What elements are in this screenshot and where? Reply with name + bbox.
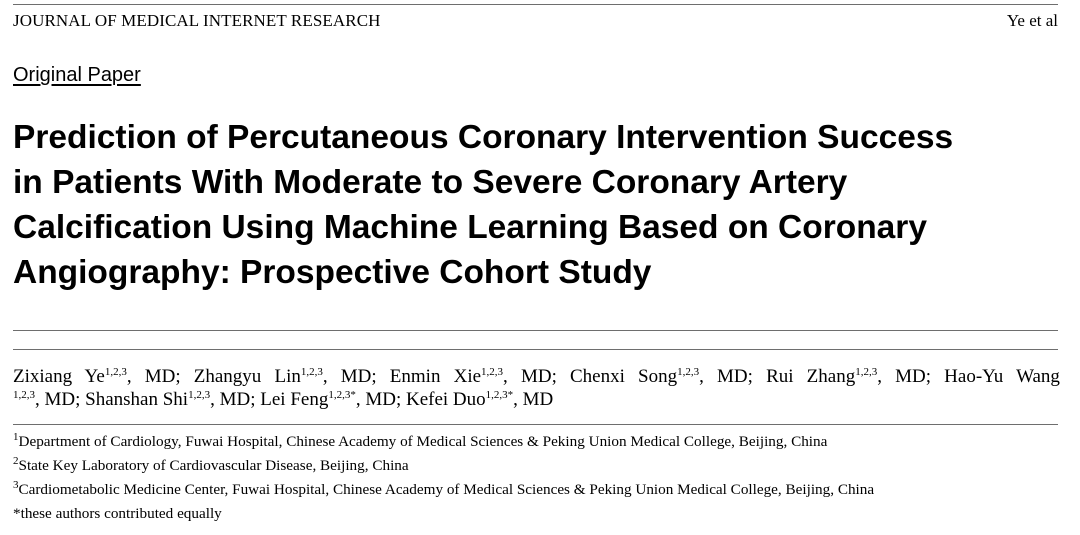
author-affil-sup: 1,2,3 bbox=[481, 366, 504, 378]
author-name: Kefei Duo bbox=[405, 389, 486, 410]
author-affil-sup: 1,2,3 bbox=[188, 389, 211, 401]
equal-contribution-note: *these authors contributed equally bbox=[13, 505, 222, 522]
author bbox=[13, 366, 194, 387]
journal-name: JOURNAL OF MEDICAL INTERNET RESEARCH bbox=[13, 11, 381, 30]
author-degree: , MD bbox=[513, 389, 554, 410]
title-line: Calcification Using Machine Learning Based on Coronary bbox=[13, 209, 927, 246]
author-name: Hao-Yu Wang bbox=[944, 366, 1060, 387]
title-divider-bottom bbox=[13, 349, 1058, 350]
author-affil-sup: 1,2,3* bbox=[328, 389, 356, 401]
author bbox=[194, 366, 390, 387]
author bbox=[944, 366, 1060, 387]
affiliation-text: State Key Laboratory of Cardiovascular Disease, Beijing, China bbox=[18, 457, 409, 474]
author-line bbox=[13, 365, 1060, 388]
author-degree: , MD; bbox=[126, 366, 194, 387]
authors-divider bbox=[13, 424, 1058, 425]
affiliation-sup: 1 bbox=[13, 431, 19, 443]
author-degree: , MD; bbox=[35, 389, 86, 410]
author-affil-sup: 1,2,3* bbox=[485, 389, 514, 401]
affiliation bbox=[13, 478, 1060, 502]
author-affil-sup: 1,2,3 bbox=[104, 366, 127, 378]
author-affil-sup: 1,2,3 bbox=[13, 389, 35, 401]
author-degree: , MD; bbox=[355, 389, 406, 410]
paper-title bbox=[13, 115, 1063, 295]
author-name: Rui Zhang bbox=[766, 366, 856, 387]
author-degree: , MD; bbox=[877, 366, 945, 387]
author-degree: , MD; bbox=[503, 366, 570, 387]
affiliation bbox=[13, 454, 1060, 478]
author-degree: , MD; bbox=[210, 389, 261, 410]
affiliation-text: Cardiometabolic Medicine Center, Fuwai Hospital, Chinese Academy of Medical Sciences & Peking Union Medical College, Beijing, China bbox=[18, 481, 875, 498]
author-name: Shanshan Shi bbox=[85, 389, 189, 410]
author bbox=[390, 366, 570, 387]
author-name: Lei Feng bbox=[260, 389, 329, 410]
top-rule bbox=[13, 4, 1058, 5]
author-name: Zixiang Ye bbox=[13, 366, 105, 387]
affiliation-list bbox=[13, 430, 1060, 526]
author-affil-sup: 1,2,3 bbox=[300, 366, 323, 378]
affiliation-sup: 2 bbox=[13, 455, 19, 467]
author bbox=[260, 389, 406, 410]
author-list bbox=[13, 365, 1060, 411]
author bbox=[85, 389, 260, 410]
author-degree: , MD; bbox=[322, 366, 390, 387]
author bbox=[766, 366, 944, 387]
author-affil-sup: 1,2,3 bbox=[855, 366, 878, 378]
running-authors: Ye et al bbox=[1006, 11, 1058, 30]
author-name: Zhangyu Lin bbox=[193, 366, 301, 387]
author-name: Chenxi Song bbox=[570, 366, 678, 387]
section-label: Original Paper bbox=[13, 64, 141, 86]
title-line: Prediction of Percutaneous Coronary Intervention Success bbox=[13, 119, 954, 156]
title-line: in Patients With Moderate to Severe Coronary Artery bbox=[13, 164, 848, 201]
affiliation-text: Department of Cardiology, Fuwai Hospital, Chinese Academy of Medical Sciences & Peking Union Medical College, Beijing, China bbox=[18, 433, 828, 450]
author-affil-sup-wrap bbox=[13, 389, 85, 410]
author bbox=[570, 366, 766, 387]
author-degree: , MD; bbox=[699, 366, 767, 387]
author-name: Enmin Xie bbox=[389, 366, 482, 387]
author-affil-sup: 1,2,3 bbox=[677, 366, 700, 378]
title-line: Angiography: Prospective Cohort Study bbox=[13, 254, 652, 291]
author bbox=[406, 389, 553, 410]
title-divider-top bbox=[13, 330, 1058, 331]
affiliation bbox=[13, 430, 1060, 454]
author-line bbox=[13, 388, 1060, 411]
affiliation-sup: 3 bbox=[13, 479, 19, 491]
